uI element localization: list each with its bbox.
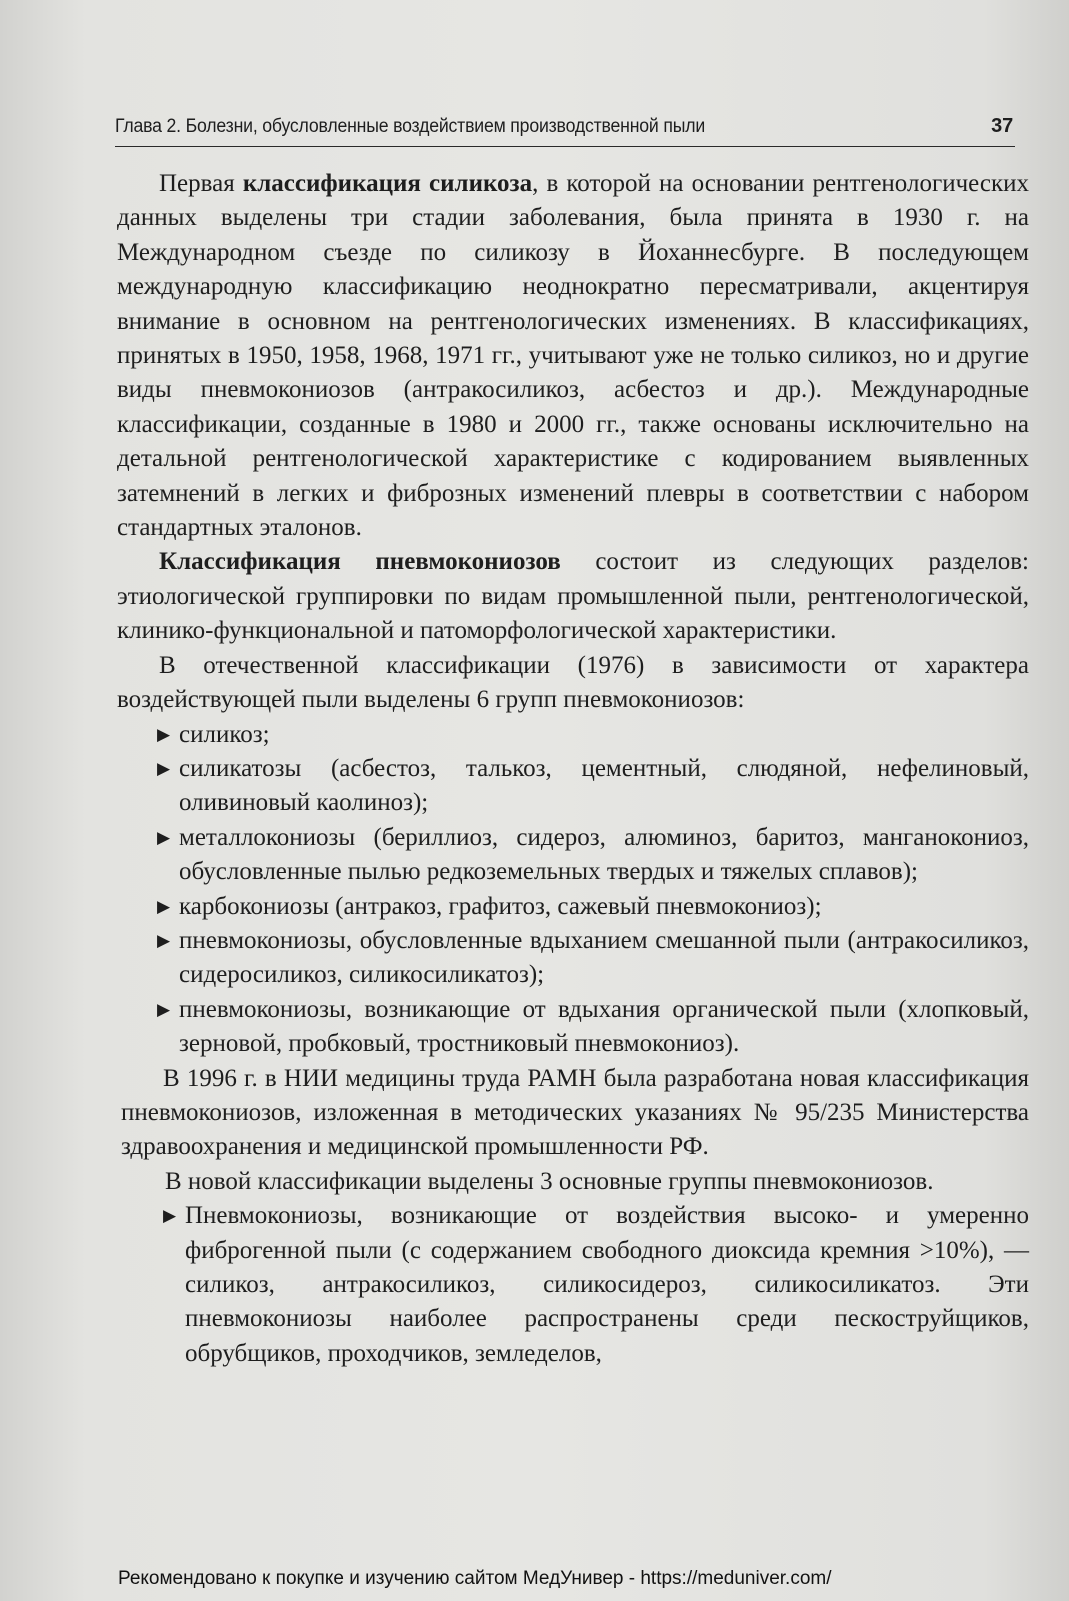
chapter-title: Глава 2. Болезни, обусловленные воздействием производственной пыли bbox=[115, 116, 706, 137]
list-item bbox=[117, 993, 1029, 1062]
list-item bbox=[117, 924, 1029, 993]
list-item-text: силикоз; bbox=[179, 720, 270, 748]
page-number: 37 bbox=[991, 115, 1013, 137]
triangle-right-icon: ▶ bbox=[157, 896, 171, 916]
paragraph-domestic-classification: В отечественной классификации (1976) в зависимости от характера воздействующей пыли выделены 6 групп пневмокониозов: bbox=[117, 651, 1029, 714]
list-item bbox=[117, 718, 1029, 752]
list-item bbox=[117, 752, 1029, 821]
list-item-text: Пневмокониозы, возникающие от воздействия высоко- и умеренно фиброгенной пыли (с содержанием свободного диоксида кремния >10%), — силикоз, антракосиликоз, силикосидероз, силикосиликатоз. Эти пневмокониозы наиболее распространены среди пескоструйщиков, обрубщиков, проходчиков, земледелов, bbox=[185, 1202, 1029, 1367]
list-item-text: металлокониозы (бериллиоз, сидероз, алюминоз, баритоз, манганокониоз, обусловленные пылью редкоземельных твердых и тяжелых сплавов); bbox=[179, 823, 1029, 886]
triangle-right-icon: ▶ bbox=[157, 999, 171, 1019]
paragraph-new-classification: В новой классификации выделены 3 основные группы пневмокониозов. bbox=[165, 1167, 934, 1195]
paragraph-text: Первая bbox=[159, 170, 243, 197]
triangle-right-icon: ▶ bbox=[157, 758, 171, 778]
new-groups-list bbox=[117, 1199, 1029, 1371]
list-item bbox=[117, 821, 1029, 890]
triangle-right-icon: ▶ bbox=[157, 724, 171, 744]
triangle-right-icon: ▶ bbox=[157, 827, 171, 847]
list-item-text: карбокониозы (антракоз, графитоз, сажевый пневмокониоз); bbox=[179, 892, 822, 920]
dust-groups-list bbox=[117, 718, 1029, 1062]
paragraph-pneumoconiosis-classification bbox=[117, 545, 1029, 648]
triangle-right-icon: ▶ bbox=[157, 930, 171, 950]
footer-recommendation: Рекомендовано к покупке и изучению сайтом МедУнивер - https://meduniver.com/ bbox=[118, 1568, 832, 1589]
body-text bbox=[117, 165, 1029, 1371]
term-silicosis-classification: классификация силикоза bbox=[242, 170, 533, 197]
paragraph-text: , в которой на основании рентгенологических данных выделены три стадии заболевания, была принята в 1930 г. на Международном съезде по силикозу в Йоханнесбурге. В последующем международную классификацию неоднократно пересматривали, акцентируя внимание в основном на рентгенологических изменениях. В классификациях, принятых в 1950, 1958, 1968, 1971 гг., учитывают уже не только силикоз, но и другие виды пневмокониозов (антракосиликоз, асбестоз и др.). Международные классификации, созданные в 1980 и 2000 гг., также основаны исключительно на детальной рентгенологической характеристике с кодированием выявленных затемнений в легких и фиброзных изменений плевры в соответствии с набором стандартных эталонов. bbox=[117, 170, 1029, 542]
list-item bbox=[117, 890, 1029, 924]
list-item-text: силикатозы (асбестоз, талькоз, цементный, слюдяной, нефелиновый, оливиновый каолиноз); bbox=[179, 754, 1029, 817]
paragraph-silicosis-classification bbox=[117, 167, 1029, 545]
paragraph-text: состоит из следующих разделов: этиологической группировки по видам промышленной пыли, рентгенологической, клинико-функциональной и патоморфологической характеристики. bbox=[117, 548, 1029, 645]
running-head bbox=[115, 112, 1015, 147]
list-item-text: пневмокониозы, обусловленные вдыханием смешанной пыли (антракосиликоз, сидеросиликоз, силикосиликатоз); bbox=[179, 926, 1029, 989]
list-item-text: пневмокониозы, возникающие от вдыхания органической пыли (хлопковый, зерновой, пробковый, тростниковый пневмокониоз). bbox=[179, 995, 1029, 1058]
paragraph-1996-classification: В 1996 г. в НИИ медицины труда РАМН была разработана новая классификация пневмокониозов, изложенная в методических указаниях № 95/235 Министерства здравоохранения и медицинской промышленности РФ. bbox=[121, 1064, 1029, 1161]
term-pneumoconiosis-classification: Классификация пневмокониозов bbox=[159, 548, 561, 576]
triangle-right-icon: ▶ bbox=[163, 1206, 177, 1226]
list-item bbox=[117, 1199, 1029, 1371]
